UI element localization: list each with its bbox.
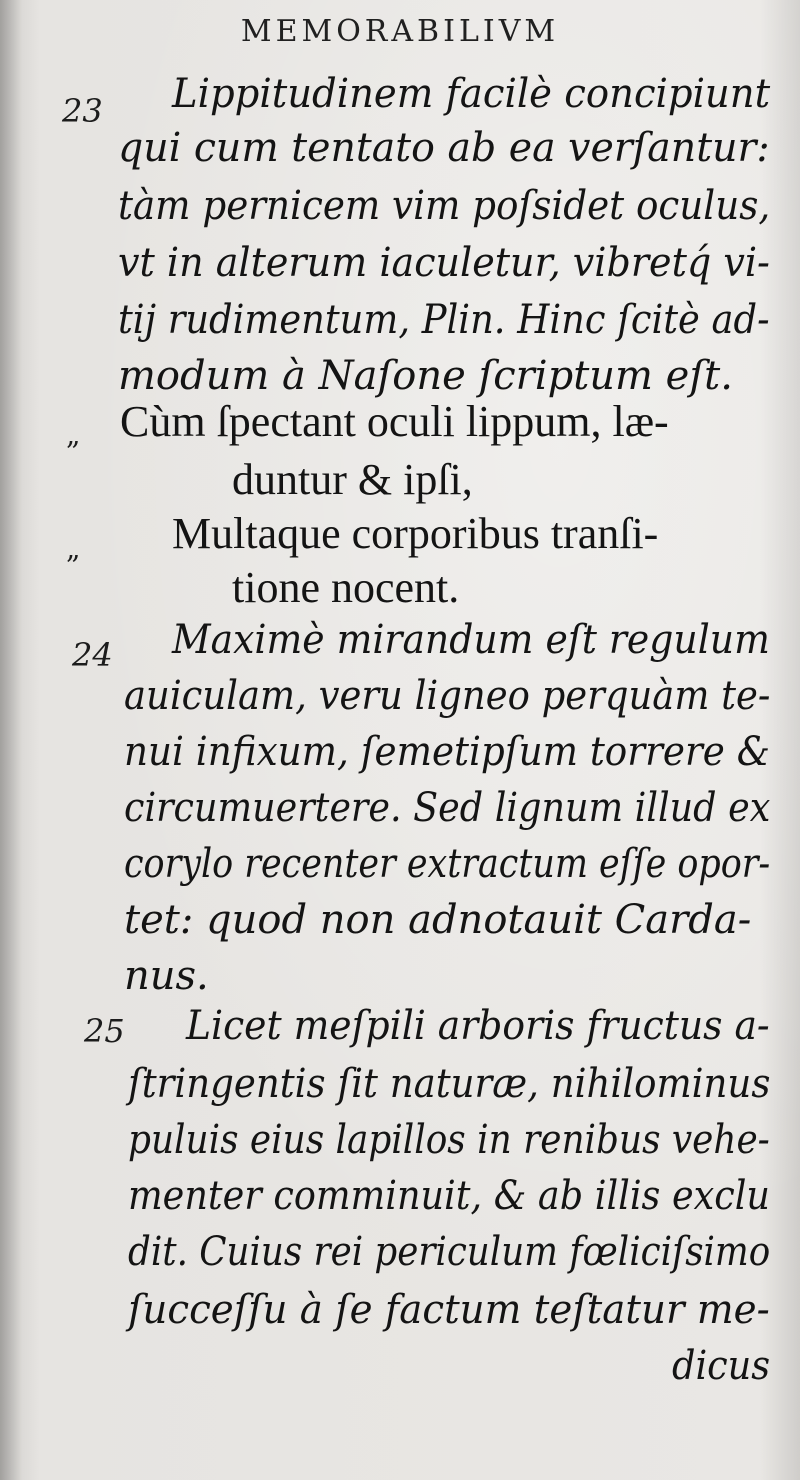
text-line: circumuertere. Sed lignum illud ex — [124, 785, 771, 831]
verse-line: Cùm ſpectant oculi lippum, læ- — [120, 397, 669, 446]
text-line: puluis eius lapillos in renibus vehe- — [128, 1117, 770, 1163]
running-head: MEMORABILIVM — [240, 14, 560, 49]
text-line: menter comminuit, & ab illis exclu — [128, 1173, 770, 1219]
quote-mark: „ — [66, 532, 81, 565]
verse-line: tione nocent. — [232, 563, 460, 612]
text-line: vt in alterum iaculetur, vibretq́ vi- — [118, 240, 770, 286]
catchword: dicus — [672, 1343, 771, 1389]
text-line: qui cum tentato ab ea verſantur: — [118, 125, 770, 171]
quote-mark: „ — [66, 418, 81, 451]
section-number-23: 23 — [62, 92, 103, 130]
text-line: modum à Naſone ſcriptum eſt. — [118, 353, 733, 399]
verse-line: Multaque corporibus tranſi- — [172, 509, 659, 558]
text-line: nui infixum, ſemetipſum torrere & — [124, 729, 770, 775]
gutter-shadow — [0, 0, 22, 1480]
section-number-24: 24 — [72, 636, 113, 674]
text-line: nus. — [124, 953, 209, 999]
text-line: Lippitudinem facilè concipiunt — [172, 71, 771, 117]
text-line: ſucceſſu à ſe factum teſtatur me- — [128, 1287, 770, 1333]
text-line: dit. Cuius rei periculum fœliciſsimo — [128, 1229, 771, 1275]
text-line: tet: quod non adnotauit Carda- — [124, 897, 752, 943]
text-line: tàm pernicem vim poſsidet oculus, — [118, 183, 771, 229]
text-line: corylo recenter extractum eſſe opor- — [124, 841, 771, 887]
text-line: auiculam, veru ligneo perquàm te- — [124, 673, 771, 719]
verse-line: duntur & ipſi, — [232, 455, 473, 504]
section-number-25: 25 — [84, 1012, 125, 1050]
text-line: tij rudimentum, Plin. Hinc ſcitè ad- — [118, 297, 770, 343]
text-line: Maximè mirandum eſt regulum — [172, 617, 770, 663]
text-line: ſtringentis ſit naturæ, nihilominus — [128, 1061, 771, 1107]
text-line: Licet meſpili arboris fructus a- — [186, 1003, 770, 1049]
